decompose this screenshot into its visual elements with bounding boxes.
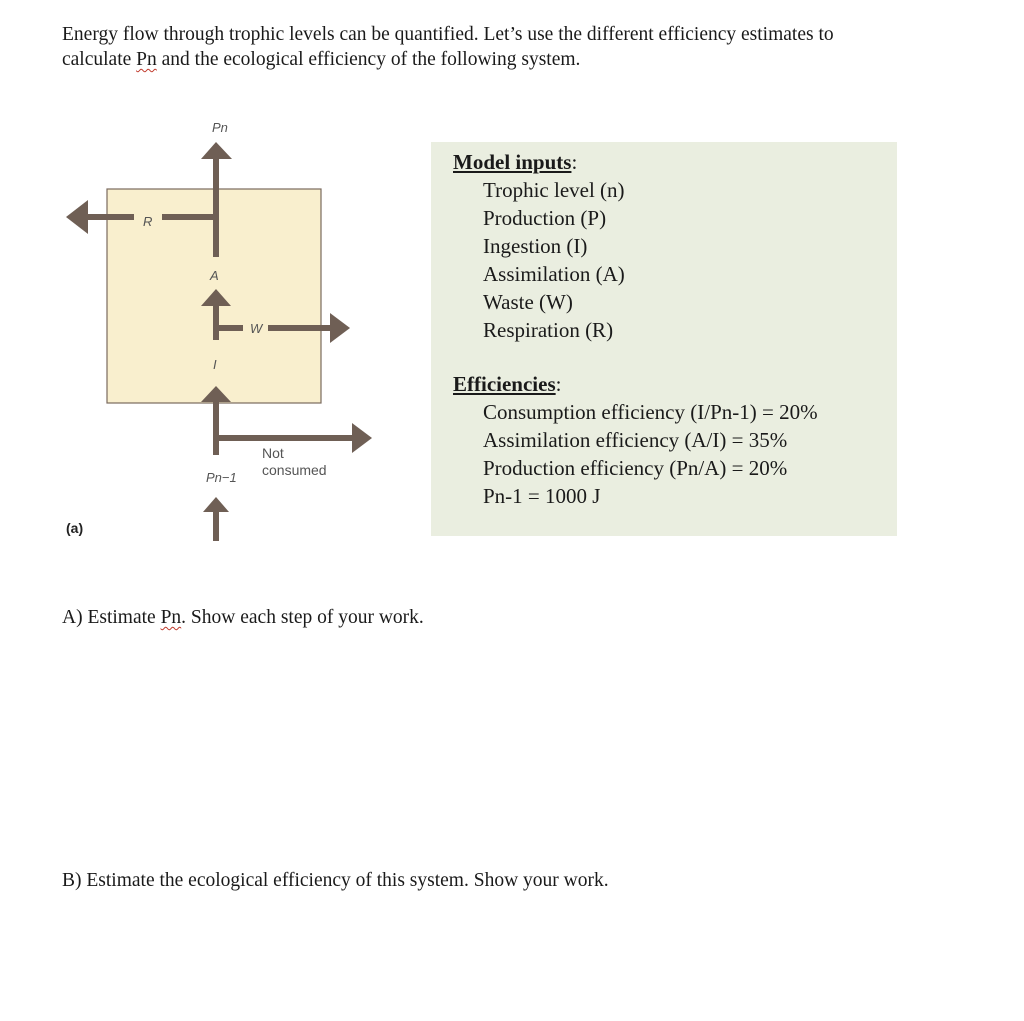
pn-minus-1-input-arrow (203, 497, 229, 541)
question-a: A) Estimate Pn. Show each step of your work. (62, 607, 424, 628)
list-item: Waste (W) (483, 290, 573, 314)
efficiencies-heading: Efficiencies: (453, 372, 562, 396)
trophic-energy-flow-diagram (0, 100, 430, 560)
list-item: Production (P) (483, 206, 607, 230)
list-item: Pn-1 = 1000 J (483, 484, 601, 508)
model-inputs-heading: Model inputs: (453, 150, 578, 174)
label-consumed: consumed (262, 462, 327, 478)
problem-intro (62, 22, 922, 72)
label-not: Not (262, 445, 284, 461)
label-a: A (210, 268, 219, 283)
label-r: R (143, 214, 153, 229)
intro-line-1: Energy flow through trophic levels can be quantified. Let’s use the different efficiency estimates to (62, 24, 834, 45)
label-w: W (250, 321, 263, 336)
list-item: Production efficiency (Pn/A) = 20% (483, 456, 788, 480)
pn-term: Pn (160, 607, 182, 628)
list-item: Trophic level (n) (483, 178, 625, 202)
model-inputs-panel (431, 142, 897, 536)
label-pn: Pn (212, 120, 228, 135)
efficiencies-list (453, 398, 897, 510)
list-item: Assimilation efficiency (A/I) = 35% (483, 428, 788, 452)
panel-label-a: (a) (66, 520, 84, 536)
question-b: B) Estimate the ecological efficiency of this system. Show your work. (62, 870, 609, 891)
list-item: Ingestion (I) (483, 234, 588, 258)
label-i: I (213, 357, 217, 372)
list-item: Assimilation (A) (483, 262, 625, 286)
intro-line-2: calculate Pn and the ecological efficiency of the following system. (62, 49, 581, 70)
pn-term: Pn (136, 49, 157, 70)
not-consumed-arrow (213, 423, 372, 453)
label-pn-minus-1: Pn−1 (206, 470, 237, 485)
list-item: Respiration (R) (483, 318, 614, 342)
list-item: Consumption efficiency (I/Pn-1) = 20% (483, 400, 818, 424)
model-inputs-list (453, 176, 897, 344)
